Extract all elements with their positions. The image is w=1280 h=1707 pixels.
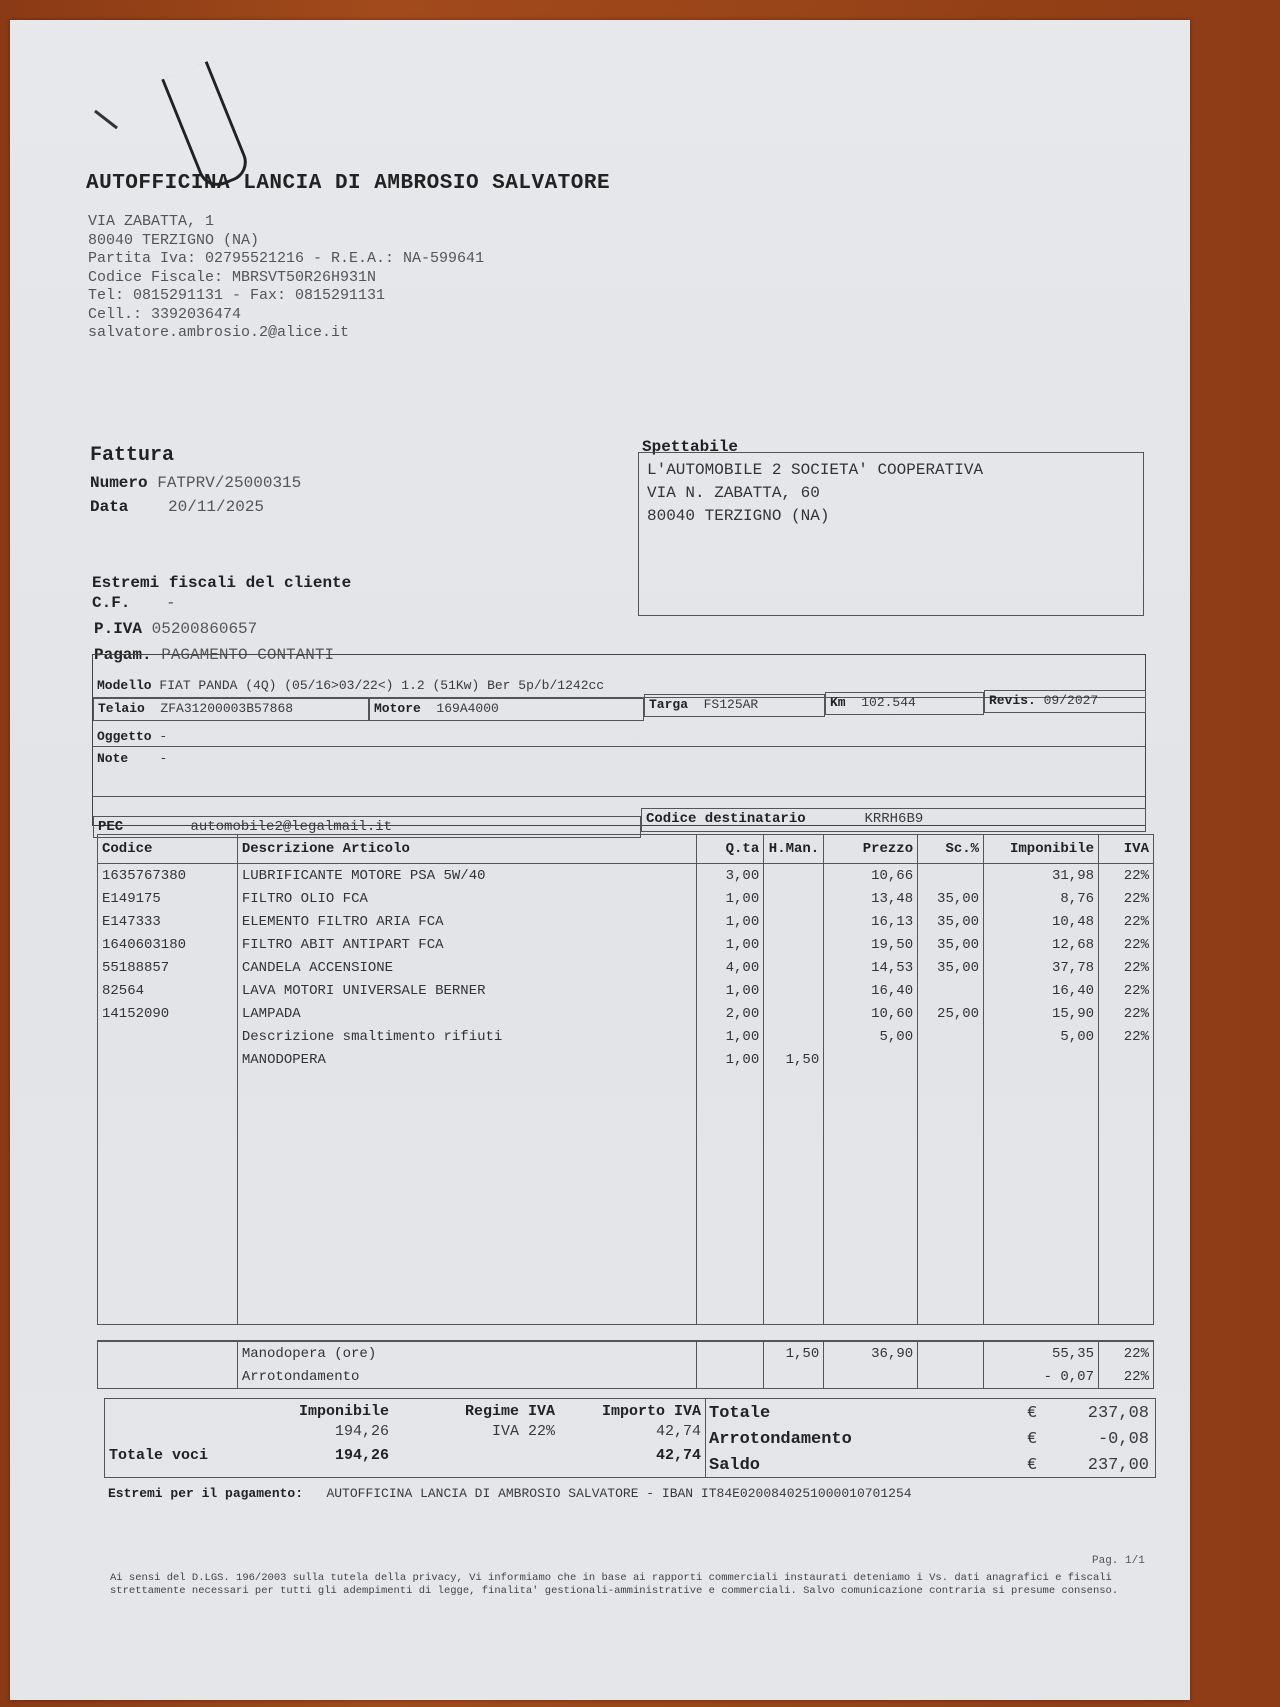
km-value: 102.544 [861,695,916,710]
empty-row [98,1232,1154,1255]
recipient-code-value: KRRH6B9 [864,811,924,827]
table-row [98,979,1154,1002]
item-price [824,1048,918,1071]
item-code: 1640603180 [98,933,238,956]
vat-amount: 42,74 [655,1423,701,1440]
empty-row [98,1071,1154,1094]
total-items-label: Totale voci [109,1447,209,1464]
item-price: 5,00 [824,1025,918,1048]
table-header [98,835,1154,864]
page-number: Pag. 1/1 [1092,1555,1145,1567]
item-taxable: 5,00 [984,1025,1099,1048]
item-labor-hours [764,1002,824,1025]
table-row [98,1025,1154,1048]
notes-value: - [159,751,168,766]
item-labor-hours: 1,50 [764,1048,824,1071]
item-labor-hours [764,956,824,979]
currency-symbol: € [1027,1456,1038,1475]
total-items-vat: 42,74 [655,1447,701,1464]
vehicle-object-row [93,727,1145,747]
item-taxable: 37,78 [984,956,1099,979]
client-cf: - [166,594,176,612]
company-phone: Tel: 0815291131 - Fax: 0815291131 [88,287,386,304]
item-qty: 1,00 [697,1025,764,1048]
item-qty: 1,00 [697,887,764,910]
item-taxable: 31,98 [984,864,1099,888]
item-taxable [984,1048,1099,1071]
company-vat: Partita Iva: 02795521216 - R.E.A.: NA-599641 [88,250,485,267]
chassis-value: ZFA31200003B57868 [160,701,294,716]
vat-summary [105,1399,706,1477]
invoice-date-label: Data [90,498,129,516]
col-price: Prezzo [824,835,918,864]
item-vat [1099,1048,1154,1071]
item-description: CANDELA ACCENSIONE [237,956,696,979]
empty-row [98,1117,1154,1140]
item-discount: 35,00 [918,910,984,933]
empty-row [98,1094,1154,1117]
vat-regime-label: Regime IVA [464,1403,555,1420]
summary-table [97,1340,1154,1389]
balance-value: 237,00 [1087,1456,1149,1475]
revision-label: Revis. [989,693,1036,708]
item-discount [918,1048,984,1071]
item-vat: 22% [1099,887,1154,910]
item-vat: 22% [1099,1002,1154,1025]
item-code: E147333 [98,910,238,933]
currency-symbol: € [1027,1404,1038,1423]
item-taxable: 12,68 [984,933,1099,956]
item-taxable: 15,90 [984,1002,1099,1025]
currency-symbol: € [1027,1430,1038,1449]
item-labor-hours [764,933,824,956]
item-code [98,1025,238,1048]
plate-value: FS125AR [703,697,759,712]
company-email: salvatore.ambrosio.2@alice.it [88,324,350,341]
item-price: 10,66 [824,864,918,888]
items-table [97,834,1154,1325]
col-code: Codice [98,835,238,864]
table-row [98,956,1154,979]
invoice-title: Fattura [90,444,175,467]
item-qty: 1,00 [697,910,764,933]
vat-amount-label: Importo IVA [601,1403,701,1420]
recipient-label: Spettabile [642,438,739,456]
summary-desc: Arrotondamento [237,1365,697,1389]
invoice-number: FATPRV/25000315 [157,474,302,492]
item-labor-hours [764,864,824,888]
item-qty: 4,00 [697,956,764,979]
table-row [98,1048,1154,1071]
pec-value: automobile2@legalmail.it [190,819,393,835]
item-code [98,1048,238,1071]
revision-value: 09/2027 [1043,693,1099,708]
company-info [88,213,484,343]
item-description: FILTRO OLIO FCA [237,887,696,910]
item-labor-hours [764,979,824,1002]
item-price: 16,40 [824,979,918,1002]
item-code: 82564 [98,979,238,1002]
object-label: Oggetto [97,729,152,744]
item-labor-hours [764,910,824,933]
company-address: VIA ZABATTA, 1 [88,213,215,230]
vat-taxable: 194,26 [334,1423,389,1440]
item-vat: 22% [1099,979,1154,1002]
col-qty: Q.ta [697,835,764,864]
vat-taxable-label: Imponibile [298,1403,389,1420]
item-description: LAMPADA [237,1002,696,1025]
company-name: AUTOFFICINA LANCIA DI AMBROSIO SALVATORE [86,172,611,195]
empty-row [98,1140,1154,1163]
model-value: FIAT PANDA (4Q) (05/16>03/22<) 1.2 (51Kw) Ber 5p/b/1242cc [159,678,605,693]
item-qty: 1,00 [697,933,764,956]
item-taxable: 10,48 [984,910,1099,933]
totals-box [104,1398,1156,1478]
table-row [98,1002,1154,1025]
total-items-taxable: 194,26 [334,1447,389,1464]
rounding-label: Arrotondamento [709,1430,852,1449]
vehicle-km-cell [825,692,984,715]
item-discount: 35,00 [918,933,984,956]
invoice-number-label: Numero [90,474,148,492]
pec-label: PEC [98,819,124,835]
object-value: - [159,729,168,744]
client-payment: PAGAMENTO CONTANTI [161,646,335,664]
summary-hours: 1,50 [764,1341,824,1365]
vehicle-plate-cell [644,694,825,717]
item-discount [918,979,984,1002]
client-fiscal-title: Estremi fiscali del cliente [92,574,352,592]
grand-totals [709,1401,1153,1479]
company-fiscal-code: Codice Fiscale: MBRSVT50R26H931N [88,268,377,286]
item-taxable: 8,76 [984,887,1099,910]
empty-row [98,1209,1154,1232]
item-discount: 25,00 [918,1002,984,1025]
vehicle-notes-row [93,749,1145,797]
summary-row-labor [98,1341,1154,1365]
col-taxable: Imponibile [984,835,1099,864]
notes-label: Note [97,751,129,766]
item-discount [918,864,984,888]
item-code: 1635767380 [98,864,238,888]
item-description: FILTRO ABIT ANTIPART FCA [237,933,696,956]
item-code: E149175 [98,887,238,910]
item-vat: 22% [1099,1025,1154,1048]
item-description: ELEMENTO FILTRO ARIA FCA [237,910,696,933]
rounding-row [709,1427,1153,1453]
item-qty: 2,00 [697,1002,764,1025]
item-labor-hours [764,1025,824,1048]
balance-label: Saldo [709,1456,761,1475]
plate-label: Targa [649,697,689,712]
item-qty: 1,00 [697,1048,764,1071]
recipient-code-cell [641,808,1146,832]
company-city: 80040 TERZIGNO (NA) [88,231,260,249]
total-row [709,1401,1153,1427]
payment-details [108,1486,912,1501]
item-vat: 22% [1099,910,1154,933]
item-qty: 1,00 [697,979,764,1002]
table-row [98,933,1154,956]
summary-vat: 22% [1098,1341,1153,1365]
item-discount: 35,00 [918,956,984,979]
recipient-city: 80040 TERZIGNO (NA) [647,507,830,525]
total-value: 237,08 [1087,1404,1149,1423]
summary-row-rounding [98,1365,1154,1389]
recipient-code-label: Codice destinatario [646,811,806,827]
vehicle-engine-cell [369,698,644,721]
invoice-date-row [90,498,264,516]
item-price: 10,60 [824,1002,918,1025]
table-row [98,864,1154,888]
summary-vat: 22% [1098,1365,1153,1389]
recipient-name: L'AUTOMOBILE 2 SOCIETA' COOPERATIVA [647,461,984,479]
km-label: Km [830,695,846,710]
item-price: 14,53 [824,956,918,979]
item-price: 16,13 [824,910,918,933]
table-row [98,887,1154,910]
empty-row [98,1301,1154,1325]
client-piva-label: P.IVA [94,620,143,638]
col-discount: Sc.% [918,835,984,864]
client-piva-row [94,620,257,638]
item-vat: 22% [1099,956,1154,979]
payment-label: Estremi per il pagamento: [108,1486,304,1501]
summary-desc: Manodopera (ore) [237,1341,697,1365]
total-label: Totale [709,1404,771,1423]
vat-regime: IVA 22% [491,1423,555,1440]
item-code: 14152090 [98,1002,238,1025]
item-description: MANODOPERA [237,1048,696,1071]
col-vat: IVA [1099,835,1154,864]
item-qty: 3,00 [697,864,764,888]
item-price: 13,48 [824,887,918,910]
item-description: Descrizione smaltimento rifiuti [237,1025,696,1048]
item-vat: 22% [1099,933,1154,956]
empty-row [98,1255,1154,1278]
engine-label: Motore [374,701,421,716]
item-vat: 22% [1099,864,1154,888]
vehicle-chassis-cell [93,698,369,721]
client-cf-row [92,594,176,612]
empty-row [98,1186,1154,1209]
item-discount [918,1025,984,1048]
item-discount: 35,00 [918,887,984,910]
col-labor-hours: H.Man. [764,835,824,864]
client-payment-label: Pagam. [94,646,152,664]
summary-taxable: - 0,07 [984,1365,1099,1389]
balance-row [709,1453,1153,1479]
summary-price [824,1365,918,1389]
invoice-number-row [90,474,301,492]
item-price: 19,50 [824,933,918,956]
item-taxable: 16,40 [984,979,1099,1002]
item-description: LUBRIFICANTE MOTORE PSA 5W/40 [237,864,696,888]
summary-taxable: 55,35 [984,1341,1099,1365]
col-description: Descrizione Articolo [237,835,696,864]
chassis-label: Telaio [98,701,145,716]
client-cf-label: C.F. [92,594,131,612]
recipient-box [638,452,1144,616]
item-description: LAVA MOTORI UNIVERSALE BERNER [237,979,696,1002]
privacy-notice: Ai sensi del D.LGS. 196/2003 sulla tutela della privacy, Vi informiamo che in base ai rapporti commerciali instaurati deteniamo i Vs. dati anagrafici e fiscali strettamente necessari per tutti gli adempimenti di legge, finalita' gestionali-amministrative e commerciali. Salvo comunicazione contraria si presume consenso. [110,1572,1119,1597]
client-piva: 05200860657 [151,620,258,638]
model-label: Modello [97,678,152,693]
item-labor-hours [764,887,824,910]
empty-row [98,1278,1154,1301]
table-row [98,910,1154,933]
engine-value: 169A4000 [436,701,499,716]
rounding-value: -0,08 [1097,1430,1149,1449]
company-cell: Cell.: 3392036474 [88,305,242,323]
recipient-address: VIA N. ZABATTA, 60 [647,484,820,502]
summary-hours [764,1365,824,1389]
summary-price: 36,90 [824,1341,918,1365]
invoice-date: 20/11/2025 [168,498,265,516]
vehicle-revision-cell [984,690,1146,713]
empty-row [98,1163,1154,1186]
payment-text: AUTOFFICINA LANCIA DI AMBROSIO SALVATORE - IBAN IT84E0200840251000010701254 [326,1486,912,1501]
item-code: 55188857 [98,956,238,979]
